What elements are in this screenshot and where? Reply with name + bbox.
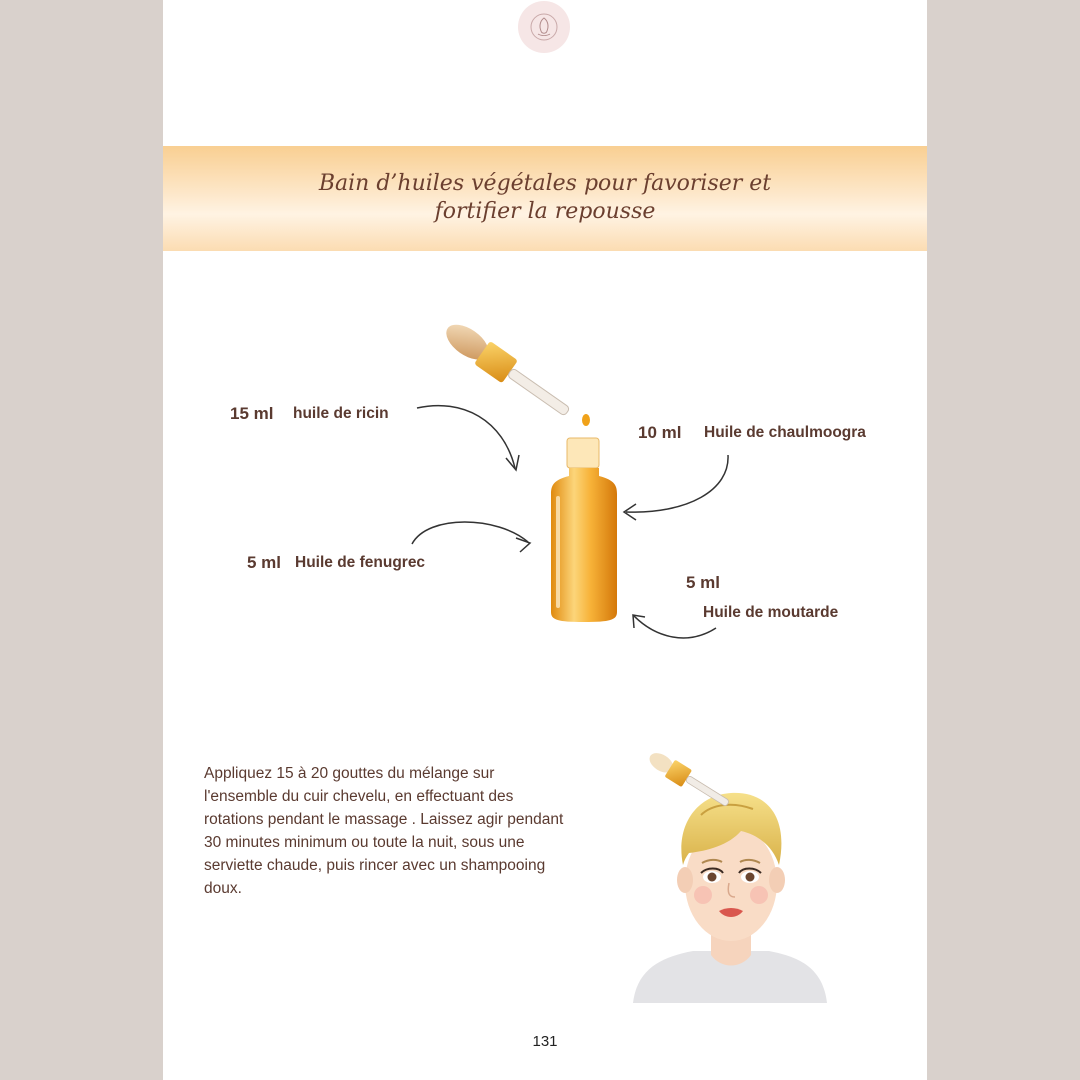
title-line-2: fortifier la repousse: [434, 199, 656, 224]
title-banner: [163, 146, 927, 251]
page-number: 131: [532, 1033, 558, 1050]
moutarde-quantity: 5 ml: [686, 573, 721, 592]
woman-applying-serum-illustration: [631, 755, 831, 1005]
fenugrec-quantity: 5 ml: [247, 553, 282, 572]
chaulmoogra-quantity: 10 ml: [638, 423, 682, 442]
ricin-name: huile de ricin: [293, 405, 389, 422]
fenugrec-name: Huile de fenugrec: [295, 554, 426, 571]
title-line-1: Bain d’huiles végétales pour favoriser et: [318, 171, 772, 196]
moutarde-name: Huile de moutarde: [703, 604, 839, 621]
oil-bottle-icon: [548, 436, 624, 626]
instructions-text: Appliquez 15 à 20 gouttes du mélange sur l'ensemble du cuir chevelu, en effectuant des rotations pendant le massage . Laissez agir pendant 30 minutes minimum ou toute la nuit, sous une serviette chaude, puis rincer avec un shampooing doux.: [204, 765, 564, 897]
page-title: [163, 170, 927, 226]
chaulmoogra-name: Huile de chaulmoogra: [704, 424, 866, 441]
arrow-fenugrec-icon: [408, 512, 538, 562]
brand-logo-icon: [518, 1, 570, 53]
arrow-ricin-icon: [413, 400, 523, 480]
arrow-chaulmoogra-icon: [618, 450, 738, 530]
ricin-quantity: 15 ml: [230, 404, 274, 423]
document-page: [163, 0, 927, 1080]
